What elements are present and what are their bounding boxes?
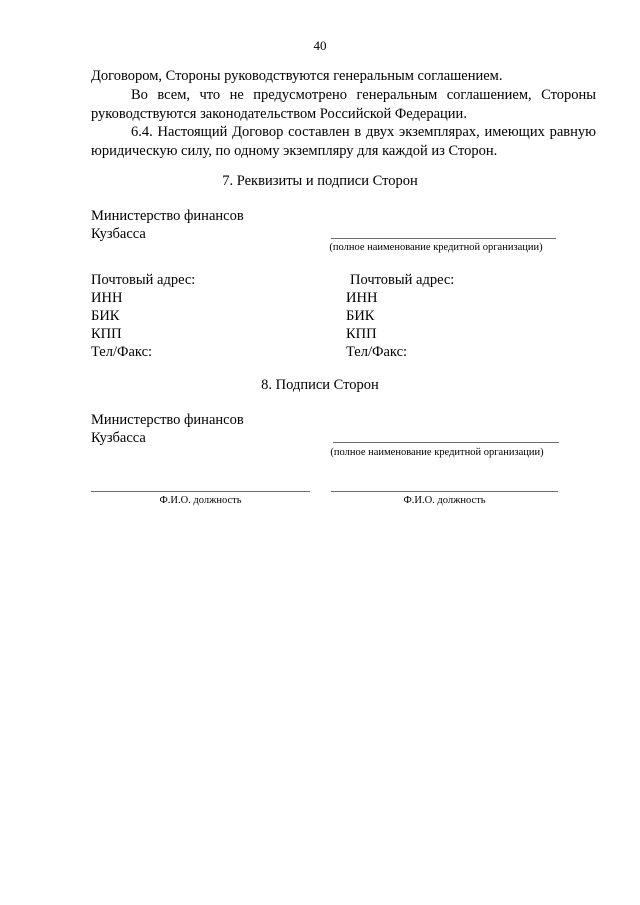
- s8-left-signature-line: [91, 491, 310, 492]
- s7-left-org-line-2: Кузбасса: [91, 226, 146, 242]
- s7-left-field-bik: БИК: [91, 308, 120, 324]
- s7-right-field-kpp: КПП: [346, 326, 377, 342]
- s7-left-field-phone: Тел/Факс:: [91, 344, 153, 360]
- s8-left-org-line-1: Министерство финансов: [91, 412, 244, 428]
- s7-right-org-caption: (полное наименование кредитной организации): [329, 242, 543, 253]
- s8-left-signature-caption: Ф.И.О. должность: [159, 495, 242, 506]
- s7-right-org-name-line: [331, 238, 556, 239]
- s7-right-field-inn: ИНН: [346, 290, 378, 306]
- s8-right-org-name-line: [333, 442, 559, 443]
- page-number: 40: [313, 38, 327, 53]
- s8-right-org-caption: (полное наименование кредитной организации): [330, 447, 544, 458]
- s7-right-field-postal: Почтовый адрес:: [350, 272, 455, 288]
- s7-right-field-phone: Тел/Факс:: [346, 344, 408, 360]
- s8-right-signature-caption: Ф.И.О. должность: [403, 495, 486, 506]
- s7-left-field-inn: ИНН: [91, 290, 123, 306]
- s8-left-org-line-2: Кузбасса: [91, 430, 146, 446]
- s7-right-field-bik: БИК: [346, 308, 375, 324]
- s7-left-field-postal: Почтовый адрес:: [91, 272, 196, 288]
- s8-right-signature-line: [331, 491, 558, 492]
- section-8-heading: 8. Подписи Сторон: [261, 377, 379, 393]
- body-paragraph-2: Во всем, что не предусмотрено генеральным соглашением, Стороны руководствуются законодательством Российской Федерации.: [91, 87, 596, 122]
- body-line-1: Договором, Стороны руководствуются генеральным соглашением.: [91, 68, 503, 84]
- body-paragraph-3: 6.4. Настоящий Договор составлен в двух экземплярах, имеющих равную юридическую силу, по одному экземпляру для каждой из Сторон.: [91, 124, 596, 159]
- s7-left-field-kpp: КПП: [91, 326, 122, 342]
- section-7-heading: 7. Реквизиты и подписи Сторон: [222, 173, 418, 189]
- s7-left-org-line-1: Министерство финансов: [91, 208, 244, 224]
